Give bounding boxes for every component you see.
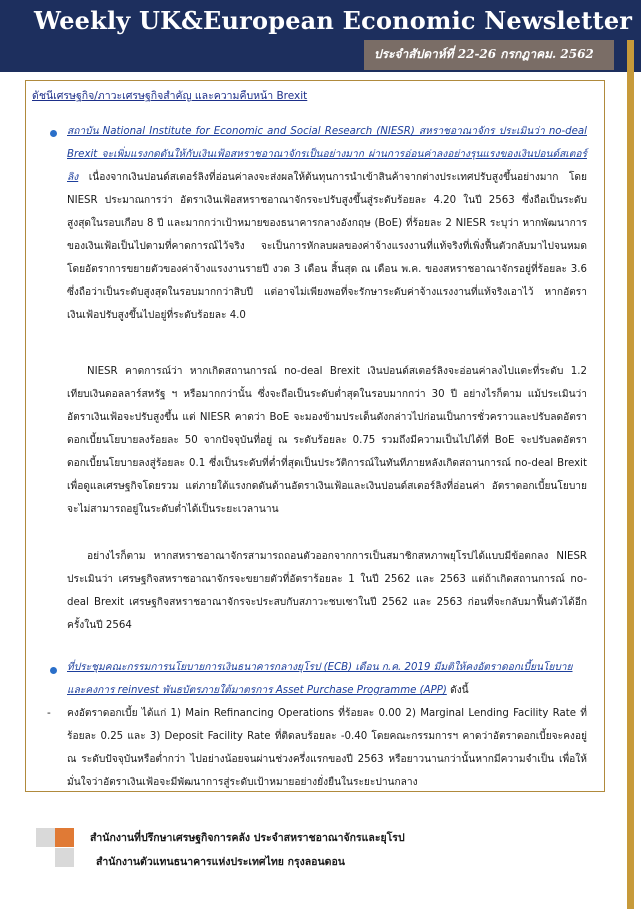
item1-body-1: เนื่องจากเงินปอนด์สเตอร์ลิงที่อ่อนค่าลงจะส่งผลให้ต้นทุนการนำเข้าสินค้าจากต่างประเทศปรับสูงขึ้นอย่างมาก โดย NIESR ประมาณการว่า อัตราเงินเฟ้อสหราชอาณาจักรจะปรับสูงขึ้นสู่ระดับร้อยละ 4.20 ในปี 2563 ซึ่งถือเป็นระดับสูงสุดในรอบเกือบ 8 ปี และมากกว่าเป้าหมายของธนาคารกลางอังกฤษ (BoE) ที่ร้อยละ 2 NIESR ระบุว่า หากพัฒนาการของเงินเฟ้อเป็นไปตามที่คาดการณ์ไว้จริง จะเป็นการหักลบผลของค่าจ้างแรงงานที่แท้จริงที่เพิ่งฟื้นตัวกลับมาไปจนหมด โดยอัตราการขยายตัวของค่าจ้างแรงงานรายปี งวด 3 เดือน สิ้นสุด ณ เดือน พ.ค. ของสหราชอาณาจักรอยู่ที่ร้อยละ 3.6 ซึ่งถือว่าเป็นระดับสูงสุดในรอบมากกว่าสิบปี แต่อาจไม่เพียงพอที่จะรักษาระดับค่าจ้างแรงงานที่แท้จริงเอาไว้ หากอัตราเงินเฟ้อปรับสูงขึ้นไปอยู่ที่ระดับร้อยละ 4.0 (67, 172, 587, 321)
issue-date: ประจำสัปดาห์ที่ 22-26 กรกฎาคม. 2562 (374, 47, 594, 61)
newsletter-title: Weekly UK&European Economic Newsletter (34, 6, 633, 35)
footer-office-2: สำนักงานตัวแทนธนาคารแห่งประเทศไทย กรุงลอนดอน (96, 856, 345, 868)
item2-headline-tail: ดังนี้ (450, 685, 469, 696)
bullet-icon (50, 130, 57, 137)
item1-headline-link[interactable]: สถาบัน National Institute for Economic and Social Research (NIESR) สหราชอาณาจักร ประเมินว่า no-deal Brexit จะเพิ่มแรงกดดันให้กับเงินเฟ้อสหราชอาณาจักรเป็นอย่างมาก ผ่านการอ่อนค่าลงอย่างรุนแรงของเงินปอนด์สเตอร์ลิง (67, 126, 587, 183)
footer-office-1: สำนักงานที่ปรึกษาเศรษฐกิจการคลัง ประจำสหราชอาณาจักรและยุโรป (90, 832, 405, 844)
section-heading-link[interactable]: ดัชนีเศรษฐกิจ/ภาวะเศรษฐกิจสำคัญ และความคืบหน้า Brexit (32, 90, 308, 102)
item2-headline-link[interactable]: ที่ประชุมคณะกรรมการนโยบายการเงินธนาคารกลางยุโรป (ECB) เดือน ก.ค. 2019 มีมติให้คงอัตราดอกเบี้ยนโยบายและคงการ reinvest พันธบัตรภายใต้มาตรการ Asset Purchase Programme (APP) (67, 662, 573, 696)
footer-logo-square (55, 848, 74, 867)
item1-body-2: NIESR คาดการณ์ว่า หากเกิดสถานการณ์ no-deal Brexit เงินปอนด์สเตอร์ลิงจะอ่อนค่าลงไปแตะที่ระดับ 1.2 เทียบเงินดอลลาร์สหรัฐ ฯ หรือมากกว่านั้น ซึ่งจะถือเป็นระดับต่ำสุดในรอบมากกว่า 30 ปี อย่างไรก็ตาม แม้ประเมินว่าอัตราเงินเฟ้อจะปรับสูงขึ้น แต่ NIESR คาดว่า BoE จะมองข้ามประเด็นดังกล่าวไปก่อนเป็นการชั่วคราวและปรับลดอัตราดอกเบี้ยนโยบายลงร้อยละ 50 จากปัจจุบันที่อยู่ ณ ระดับร้อยละ 0.75 รวมถึงมีความเป็นไปได้ที่ BoE จะปรับลดอัตราดอกเบี้ยนโยบายลงสู่ร้อยละ 0.1 ซึ่งเป็นระดับที่ต่ำที่สุดเป็นประวัติการณ์ในทันทีภายหลังเกิดสถานการณ์ no-deal Brexit เพื่อดูแลเศรษฐกิจโดยรวม แต่ภายใต้แรงกดดันด้านอัตราเงินเฟ้อและเงินปอนด์สเตอร์ลิงที่อ่อนค่า อัตราดอกเบี้ยนโยบายจะไม่สามารถอยู่ในระดับต่ำได้เป็นระยะเวลานาน (67, 366, 587, 515)
dash-marker: - (47, 707, 51, 719)
item1-body-3: อย่างไรก็ตาม หากสหราชอาณาจักรสามารถถอนตัวออกจากการเป็นสมาชิกสหภาพยุโรปได้แบบมีข้อตกลง NIESR ประเมินว่า เศรษฐกิจสหราชอาณาจักรจะขยายตัวที่อัตราร้อยละ 1 ในปี 2562 และ 2563 แต่ถ้าเกิดสถานการณ์ no-deal Brexit เศรษฐกิจสหราชอาณาจักรจะประสบกับสภาวะชบเซาในปี 2562 และ 2563 ก่อนที่จะกลับมาฟื้นตัวได้อีกครั้งในปี 2564 (67, 551, 587, 631)
bullet-icon (50, 667, 57, 674)
footer-logo-square (55, 828, 74, 847)
item2-headline-paragraph (67, 656, 587, 702)
item2-body: คงอัตราดอกเบี้ย ได้แก่ 1) Main Refinancing Operations ที่ร้อยละ 0.00 2) Marginal Lending Facility Rate ที่ร้อยละ 0.25 และ 3) Deposit Facility Rate ที่ติดลบร้อยละ -0.40 โดยคณะกรรมการฯ คาดว่าอัตราดอกเบี้ยจะคงอยู่ ณ ระดับปัจจุบันหรือต่ำกว่า ไปอย่างน้อยจนผ่านช่วงครึ่งแรกของปี 2563 หรือยาวนานกว่านั้นหากมีความจำเป็น เพื่อให้มั่นใจว่าอัตราเงินเฟ้อจะมีพัฒนาการสู่ระดับเป้าหมายอย่างยั่งยืนในระยะปานกลาง (67, 708, 587, 788)
footer-logo-square (36, 828, 55, 847)
item1-paragraph (67, 120, 587, 327)
gold-side-bar (627, 40, 634, 909)
